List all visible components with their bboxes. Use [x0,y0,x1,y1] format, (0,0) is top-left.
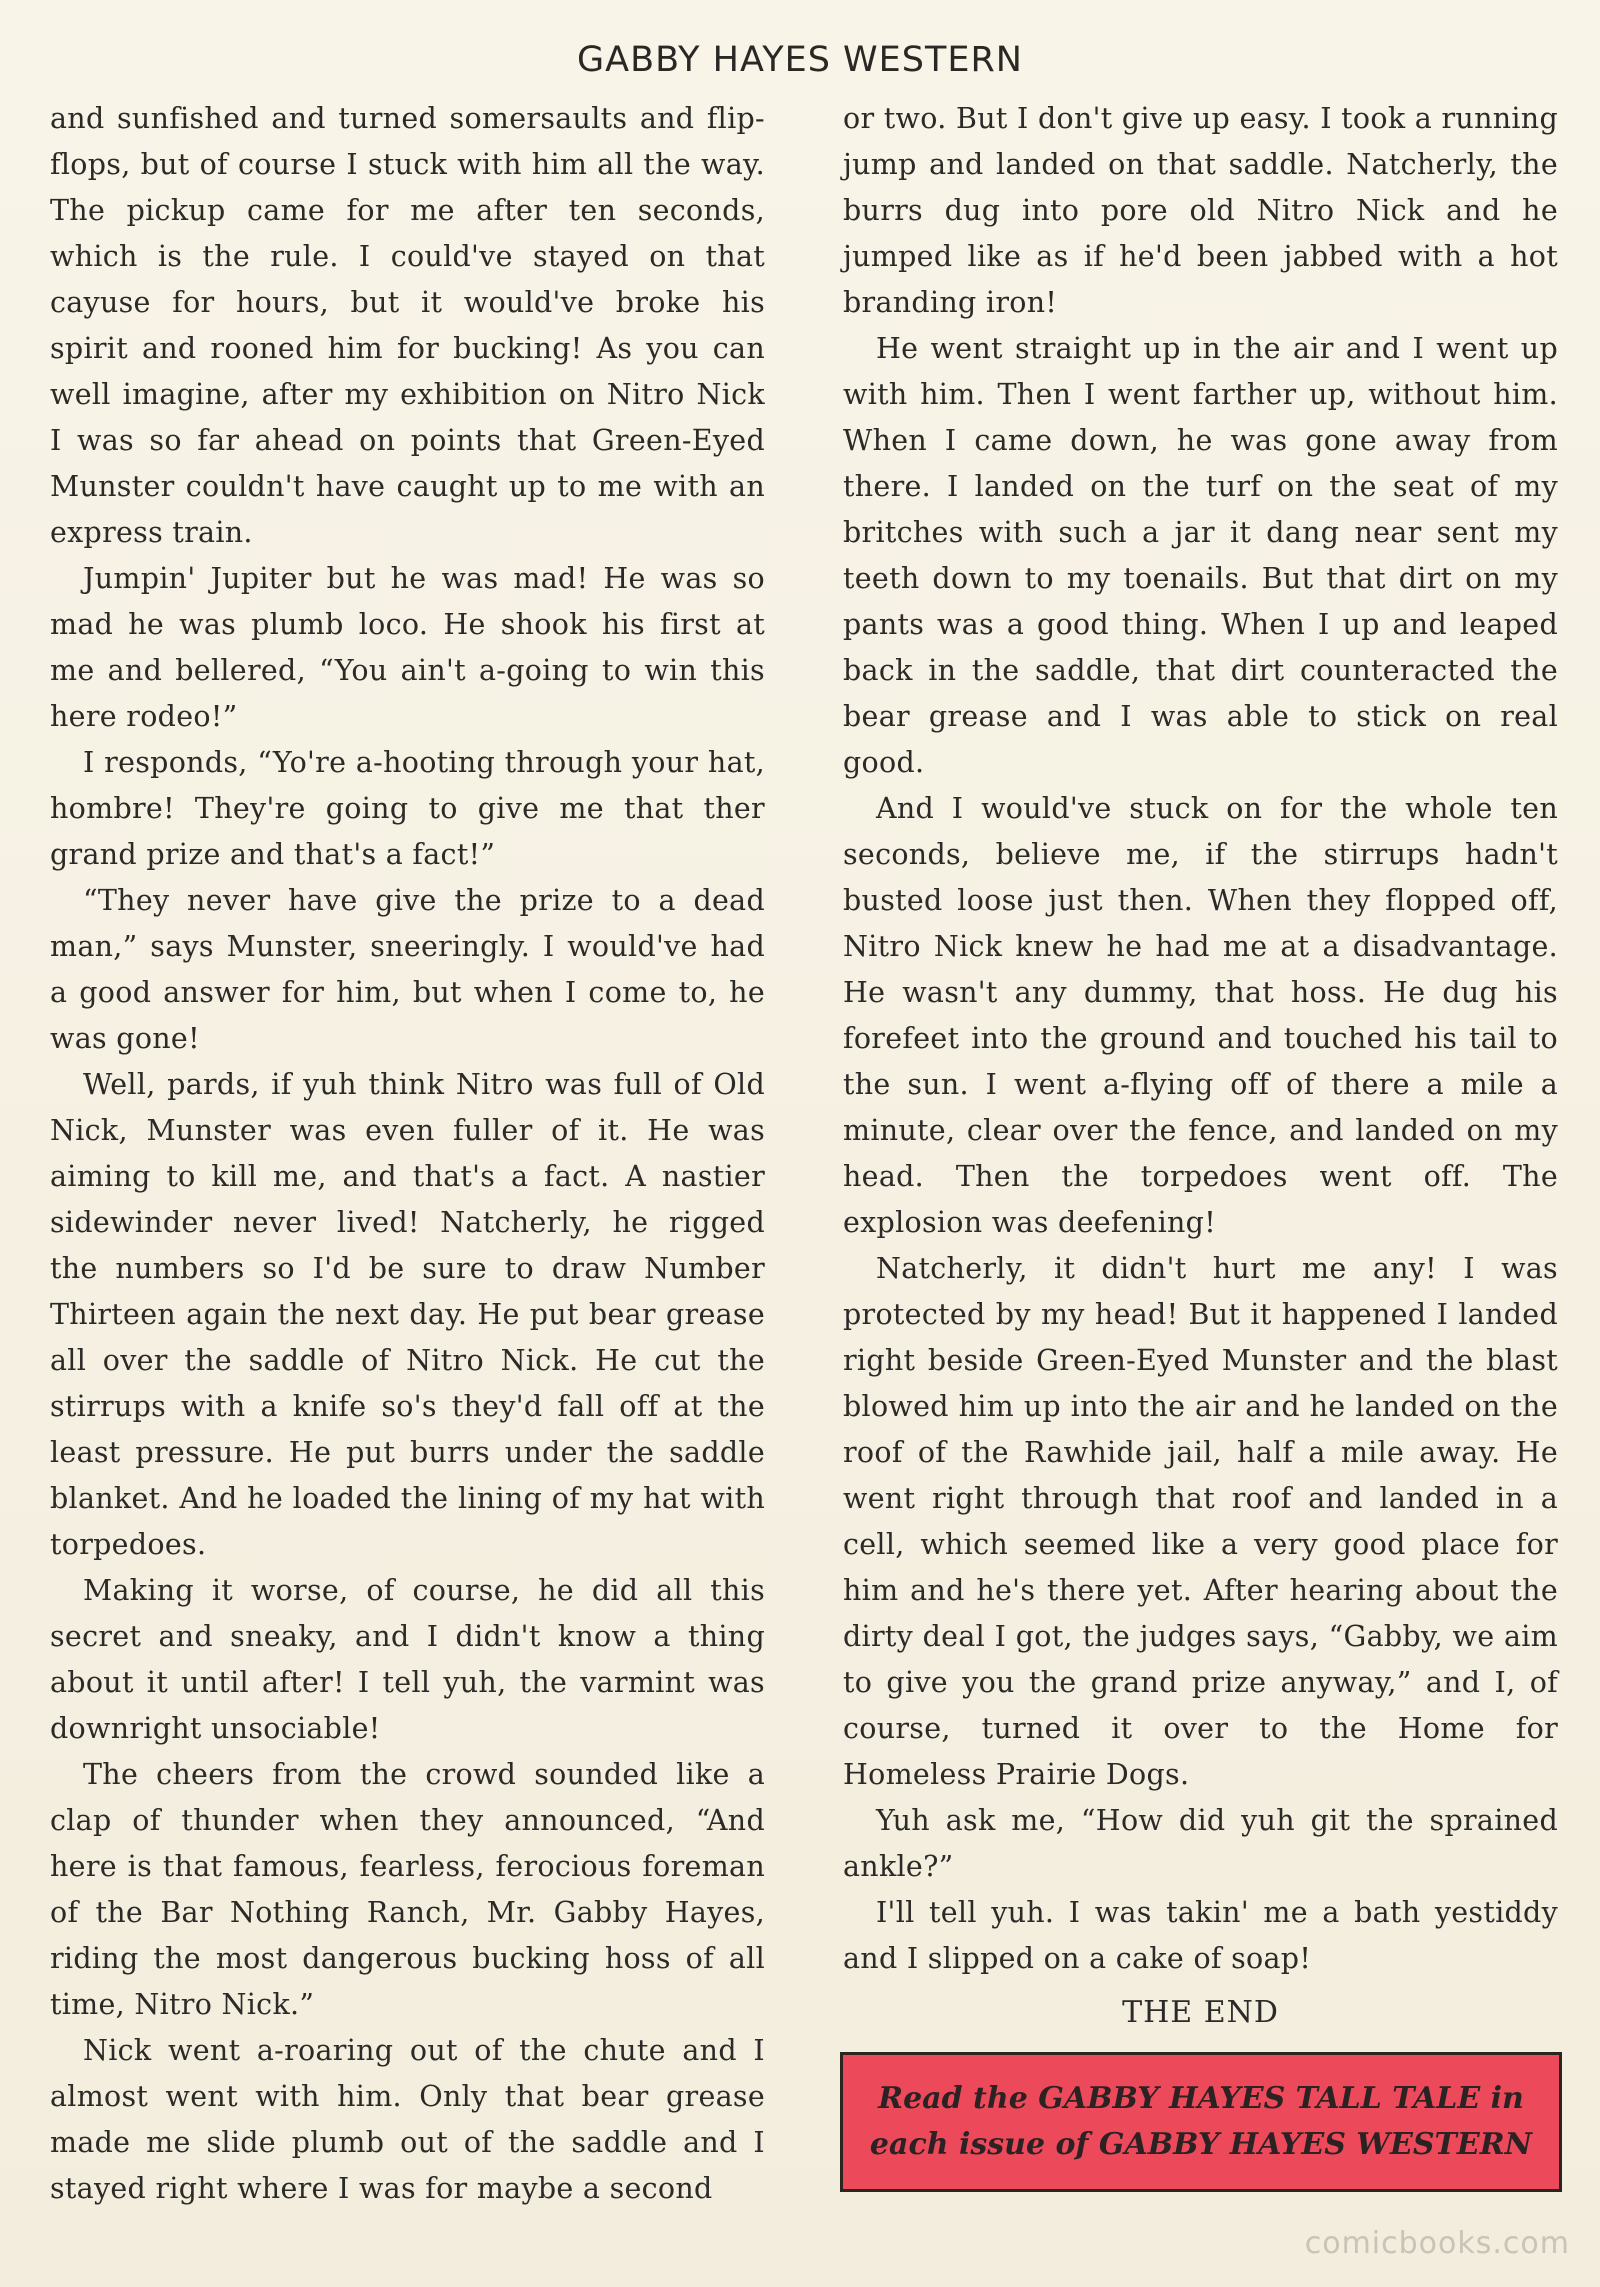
paragraph: Nick went a-roaring out of the chute and I almost went with him. Only that bear grease made me slide plumb out of the saddle and I stayed right where I was for maybe a second [50,2034,765,2205]
promo-line: each issue of GABBY HAYES WESTERN [869,2127,1533,2162]
paragraph: and sunfished and turned somersaults and flip-flops, but of course I stuck with him all the way. The pickup came for me after ten seconds, which is the rule. I could've stayed on that cayuse for hours, but it would've broke his spirit and rooned him for bucking! As you can well imagine, after my exhibition on Nitro Nick I was so far ahead on points that Green-Eyed Munster couldn't have caught up to me with an express train. [50,102,765,549]
promo-banner [840,2052,1562,2192]
watermark: comicbooks.com [1304,2226,1570,2261]
page-header-title: GABBY HAYES WESTERN [577,40,1023,80]
paragraph: The cheers from the crowd sounded like a clap of thunder when they announced, “And here is that famous, fearless, ferocious foreman of the Bar Nothing Ranch, Mr. Gabby Hayes, riding the most dangerous bucking hoss of all time, Nitro Nick.” [50,1758,765,2021]
paragraph: I'll tell yuh. I was takin' me a bath yestiddy and I slipped on a cake of soap! [843,1896,1558,1975]
paragraph: I responds, “Yo're a-hooting through your hat, hombre! They're going to give me that ther grand prize and that's a fact!” [50,746,765,871]
right-text-column [843,96,1558,2036]
paragraph: Yuh ask me, “How did yuh git the sprained ankle?” [843,1804,1558,1883]
left-text-column [50,96,765,2212]
promo-line: Read the GABBY HAYES TALL TALE in [878,2081,1524,2116]
paragraph: “They never have give the prize to a dead man,” says Munster, sneeringly. I would've had a good answer for him, but when I come to, he was gone! [50,884,765,1055]
the-end-label: THE END [1122,1995,1279,2030]
paragraph: Making it worse, of course, he did all this secret and sneaky, and I didn't know a thing about it until after! I tell yuh, the varmint was downright unsociable! [50,1574,765,1745]
paragraph: And I would've stuck on for the whole ten seconds, believe me, if the stirrups hadn't busted loose just then. When they flopped off, Nitro Nick knew he had me at a disadvantage. He wasn't any dummy, that hoss. He dug his forefeet into the ground and touched his tail to the sun. I went a-flying off of there a mile a minute, clear over the fence, and landed on my head. Then the torpedoes went off. The explosion was deefening! [843,792,1558,1239]
paragraph: He went straight up in the air and I went up with him. Then I went farther up, without him. When I came down, he was gone away from there. I landed on the turf on the seat of my britches with such a jar it dang near sent my teeth down to my toenails. But that dirt on my pants was a good thing. When I up and leaped back in the saddle, that dirt counteracted the bear grease and I was able to stick on real good. [843,332,1558,779]
paragraph: Jumpin' Jupiter but he was mad! He was so mad he was plumb loco. He shook his first at me and bellered, “You ain't a-going to win this here rodeo!” [50,562,765,733]
paragraph: Natcherly, it didn't hurt me any! I was protected by my head! But it happened I landed right beside Green-Eyed Munster and the blast blowed him up into the air and he landed on the roof of the Rawhide jail, half a mile away. He went right through that roof and landed in a cell, which seemed like a very good place for him and he's there yet. After hearing about the dirty deal I got, the judges says, “Gabby, we aim to give you the grand prize anyway,” and I, of course, turned it over to the Home for Homeless Prairie Dogs. [843,1252,1558,1791]
paragraph: or two. But I don't give up easy. I took a running jump and landed on that saddle. Natcherly, the burrs dug into pore old Nitro Nick and he jumped like as if he'd been jabbed with a hot branding iron! [843,102,1558,319]
paragraph: Well, pards, if yuh think Nitro was full of Old Nick, Munster was even fuller of it. He was aiming to kill me, and that's a fact. A nastier sidewinder never lived! Natcherly, he rigged the numbers so I'd be sure to draw Number Thirteen again the next day. He put bear grease all over the saddle of Nitro Nick. He cut the stirrups with a knife so's they'd fall off at the least pressure. He put burrs under the saddle blanket. And he loaded the lining of my hat with torpedoes. [50,1068,765,1561]
